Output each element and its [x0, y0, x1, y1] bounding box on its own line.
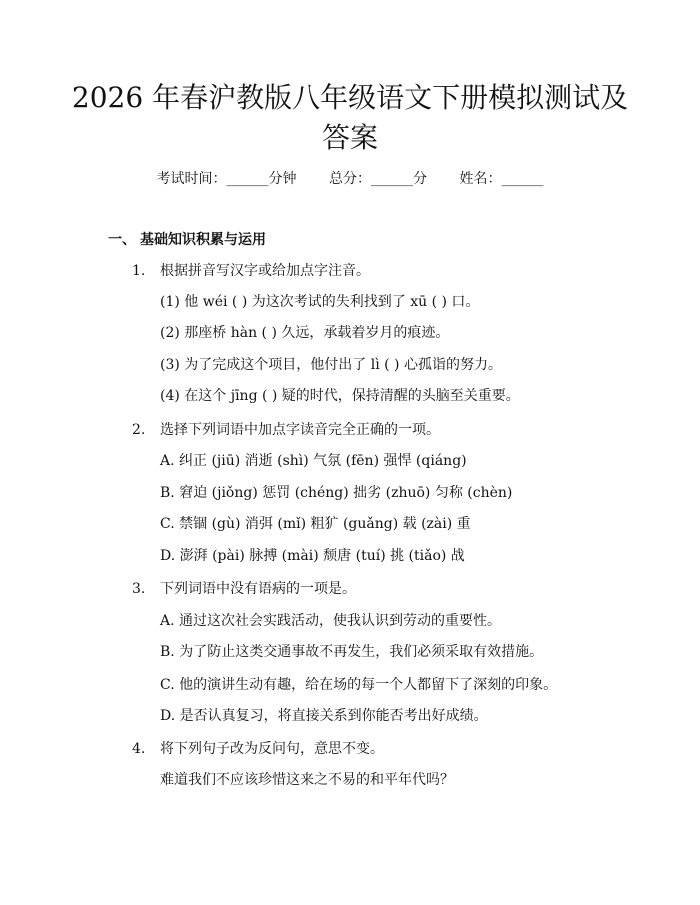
- section-number: 一、: [108, 232, 136, 248]
- exam-title-line-2: 答案: [321, 121, 378, 154]
- exam-meta: [0, 168, 700, 188]
- exam-time-field: 考试时间：______分钟: [156, 171, 297, 187]
- choice-option: D. 澎湃 (pài) 脉搏 (mài) 颓唐 (tuí) 挑 (tiǎo) 战: [160, 548, 465, 564]
- question-number: 1.: [132, 263, 146, 279]
- question-text: 根据拼音写汉字或给加点字注音。: [160, 263, 370, 279]
- section-title: 基础知识积累与运用: [140, 232, 266, 248]
- choice-option: B. 窘迫 (jiǒng) 惩罚 (chéng) 拙劣 (zhuō) 匀称 (chèn): [160, 485, 513, 501]
- question-number: 3.: [132, 581, 146, 597]
- question-item: (2) 那座桥 hàn ( ) 久远，承载着岁月的痕迹。: [160, 325, 450, 341]
- choice-option: B. 为了防止这类交通事故不再发生，我们必须采取有效措施。: [160, 644, 544, 660]
- question-number: 4.: [132, 741, 146, 757]
- question-item: (4) 在这个 jīng ( ) 疑的时代，保持清醒的头脑至关重要。: [160, 388, 520, 404]
- section-heading: [108, 229, 266, 249]
- choice-option: C. 禁锢 (gù) 消弭 (mǐ) 粗犷 (guǎng) 载 (zài) 重: [160, 516, 471, 532]
- student-name-field: 姓名：______: [459, 171, 544, 187]
- exam-title: [70, 78, 630, 158]
- question-text: 选择下列词语中加点字读音完全正确的一项。: [160, 422, 440, 438]
- question-text: 将下列句子改为反问句，意思不变。: [160, 741, 384, 757]
- question-item: (1) 他 wéi ( ) 为这次考试的失利找到了 xū ( ) 口。: [160, 294, 480, 310]
- choice-option: A. 通过这次社会实践活动，使我认识到劳动的重要性。: [160, 613, 502, 629]
- question-number: 2.: [132, 422, 146, 438]
- choice-option: C. 他的演讲生动有趣，给在场的每一个人都留下了深刻的印象。: [160, 677, 558, 693]
- choice-option: A. 纠正 (jiū) 消逝 (shì) 气氛 (fēn) 强悍 (qiáng): [160, 453, 467, 469]
- question-item: (3) 为了完成这个项目，他付出了 lì ( ) 心孤诣的努力。: [160, 357, 502, 373]
- question-text: 下列词语中没有语病的一项是。: [160, 581, 356, 597]
- total-score-field: 总分：______分: [329, 171, 427, 187]
- choice-option: D. 是否认真复习，将直接关系到你能否考出好成绩。: [160, 708, 488, 724]
- question-prompt-sentence: 难道我们不应该珍惜这来之不易的和平年代吗？: [160, 772, 454, 788]
- exam-title-line-1: 2026 年春沪教版八年级语文下册模拟测试及: [71, 81, 629, 114]
